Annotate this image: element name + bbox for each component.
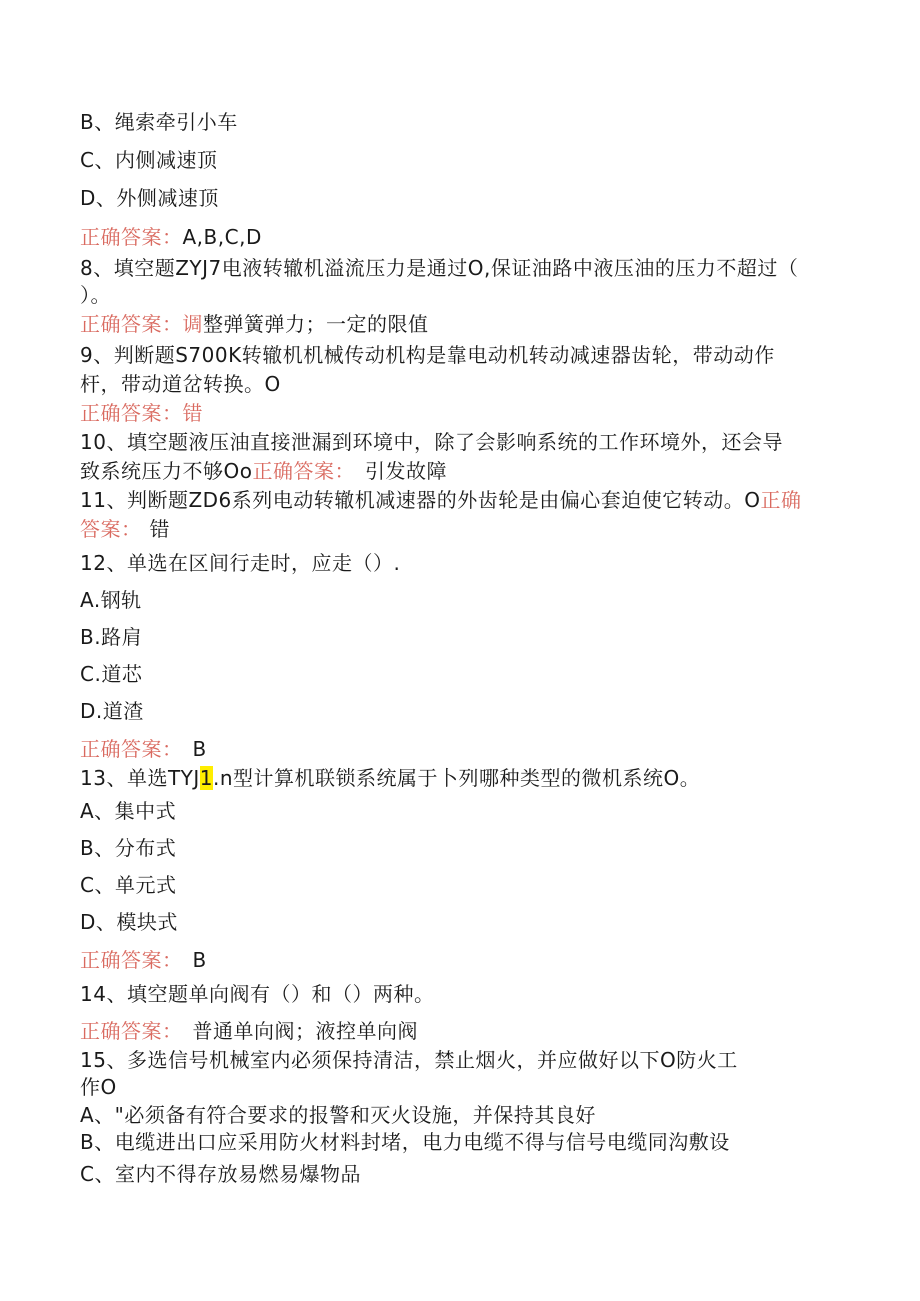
option-a-q13: A、集中式 xyxy=(80,799,177,823)
question-text: 致系统压力不够Oo xyxy=(80,459,253,483)
option-c-q12: C.道芯 xyxy=(80,662,143,686)
answer-label: 正确答案： xyxy=(80,737,183,761)
answer-value-colored: 调 xyxy=(182,312,203,336)
question-15-line2: 作O xyxy=(80,1075,117,1099)
answer-value: 错 xyxy=(149,517,170,541)
answer-label: 正确答案： xyxy=(80,948,183,972)
option-c-q7: C、内侧减速顶 xyxy=(80,148,218,172)
answer-value: 引发故障 xyxy=(364,459,447,483)
question-10-line1: 10、填空题液压油直接泄漏到环境中，除了会影响系统的工作环境外，还会导 xyxy=(80,430,783,454)
question-11-line1 xyxy=(80,488,802,512)
question-14: 14、填空题单向阀有（）和（）两种。 xyxy=(80,982,435,1006)
option-c-q15: C、室内不得存放易燃易爆物品 xyxy=(80,1162,361,1186)
answer-label: 正确答案： xyxy=(80,401,183,425)
answer-label-part1: 正确 xyxy=(760,488,802,512)
option-a-q12: A.钢轨 xyxy=(80,588,142,612)
option-d-q12: D.道渣 xyxy=(80,699,144,723)
question-9-line1: 9、判断题S700K转辙机机械传动机构是靠电动机转动减速器齿轮，带动动作 xyxy=(80,343,775,367)
answer-label-part2: 答案： xyxy=(80,517,142,541)
option-d-q13: D、模块式 xyxy=(80,910,178,934)
question-text: 11、判断题ZD6系列电动转辙机减速器的外齿轮是由偏心套迫使它转动。O xyxy=(80,488,761,512)
answer-q9 xyxy=(80,401,203,425)
answer-label: 正确答案： xyxy=(80,225,183,249)
answer-q14 xyxy=(80,1019,418,1043)
question-9-line2: 杆，带动道岔转换。O xyxy=(80,372,281,396)
option-b-q15: B、电缆进出口应采用防火材料封堵，电力电缆不得与信号电缆同沟敷设 xyxy=(80,1130,730,1154)
answer-value: A,B,C,D xyxy=(182,225,262,249)
question-8-line2: ）。 xyxy=(80,283,111,307)
question-12: 12、单选在区间行走时，应走（）. xyxy=(80,551,401,575)
answer-value: 错 xyxy=(182,401,203,425)
highlighted-text: 1 xyxy=(199,766,214,790)
answer-label: 正确答案： xyxy=(80,312,183,336)
answer-value: 普通单向阀；液控单向阀 xyxy=(192,1019,418,1043)
option-c-q13: C、单元式 xyxy=(80,873,177,897)
question-text: 13、单选TYJ xyxy=(80,766,200,790)
answer-label: 正确答案： xyxy=(80,1019,183,1043)
option-d-q7: D、外侧减速顶 xyxy=(80,186,219,210)
question-10-line2 xyxy=(80,459,447,483)
answer-q13 xyxy=(80,948,207,972)
question-15-line1: 15、多选信号机械室内必须保持清洁，禁止烟火，并应做好以下O防火工 xyxy=(80,1048,738,1072)
answer-q7 xyxy=(80,225,262,249)
question-text: .n型计算机联锁系统属于卜列哪种类型的微机系统O。 xyxy=(213,766,701,790)
option-b-q7: B、绳索牵引小车 xyxy=(80,110,238,134)
answer-q12 xyxy=(80,737,207,761)
option-a-q15: A、"必须备有符合要求的报警和灭火设施，并保持其良好 xyxy=(80,1103,596,1127)
option-b-q12: B.路肩 xyxy=(80,625,143,649)
question-8-line1: 8、填空题ZYJ7电液转辙机溢流压力是通过O,保证油路中液压油的压力不超过（ xyxy=(80,256,799,280)
question-13 xyxy=(80,766,700,790)
answer-value: B xyxy=(192,948,207,972)
option-b-q13: B、分布式 xyxy=(80,836,177,860)
answer-value: B xyxy=(192,737,207,761)
answer-label: 正确答案： xyxy=(252,459,355,483)
answer-q11 xyxy=(80,517,170,541)
answer-q8 xyxy=(80,312,429,336)
answer-value: 整弹簧弹力；一定的限值 xyxy=(203,312,429,336)
